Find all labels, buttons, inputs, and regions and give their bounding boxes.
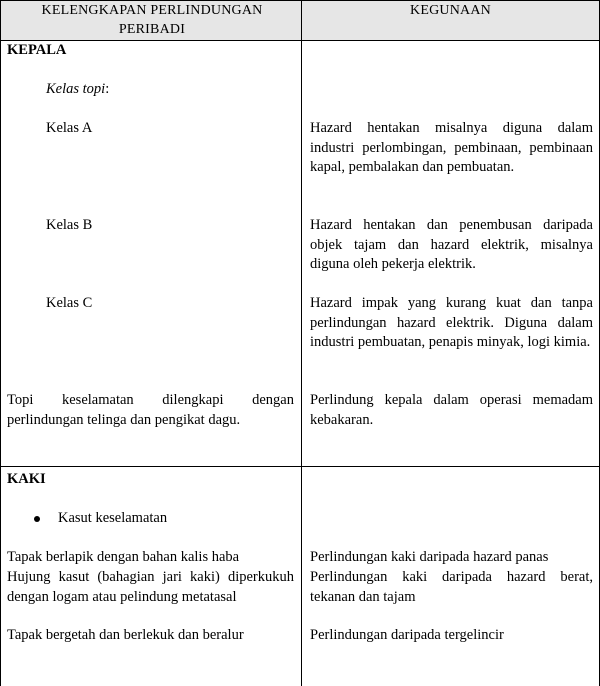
section-title-kaki: KAKI: [7, 471, 46, 487]
use-hujung-kasut: Perlindungan kaki daripada hazard berat, tekanan dan tajam: [310, 569, 593, 605]
use-kelas-a: Hazard hentakan misalnya diguna dalam industri perlombingan, pembinaan, pembinaan kapal, pembalakan dan pembuatan.: [310, 120, 593, 175]
header-col1-label: KELENGKAPAN PERLINDUNGAN PERIBADI: [41, 3, 263, 37]
item-tapak-berlapik: Tapak berlapik dengan bahan kalis haba: [7, 549, 240, 565]
item-kelas-a: Kelas A: [46, 120, 93, 136]
table-border-left: [0, 0, 1, 686]
section-divider: [0, 466, 600, 467]
header-col2-label: KEGUNAAN: [410, 3, 491, 18]
use-topi-keselamatan: Perlindung kepala dalam operasi memadam kebakaran.: [310, 392, 593, 428]
item-tapak-bergetah: Tapak bergetah dan berlekuk dan beralur: [7, 627, 244, 643]
subtitle-kelas-topi: [46, 80, 109, 100]
item-hujung-kasut: Hujung kasut (bahagian jari kaki) diperkukuh dengan logam atau pelindung metatasal: [7, 569, 294, 605]
section-title-kepala: KEPALA: [7, 42, 67, 58]
bullet-dot-icon: [34, 516, 40, 522]
header-divider: [0, 40, 600, 41]
use-tapak-berlapik: Perlindungan kaki daripada hazard panas: [310, 549, 549, 565]
item-topi-keselamatan: Topi keselamatan dilengkapi dengan perlindungan telinga dan pengikat dagu.: [7, 392, 294, 428]
item-kelas-c: Kelas C: [46, 295, 93, 311]
subtitle-colon: :: [105, 81, 110, 97]
subtitle-text: Kelas topi: [46, 81, 106, 97]
item-kelas-b: Kelas B: [46, 217, 93, 233]
column-divider: [301, 0, 302, 686]
use-kelas-b: Hazard hentakan dan penembusan daripada objek tajam dan hazard elektrik, misalnya diguna oleh pekerja elektrik.: [310, 217, 593, 272]
bullet-kasut-keselamatan: Kasut keselamatan: [58, 510, 168, 526]
use-kelas-c: Hazard impak yang kurang kuat dan tanpa perlindungan hazard elektrik. Diguna dalam industri pembuatan, penapis minyak, logi kimia.: [310, 295, 593, 350]
use-tapak-bergetah: Perlindungan daripada tergelincir: [310, 627, 504, 643]
